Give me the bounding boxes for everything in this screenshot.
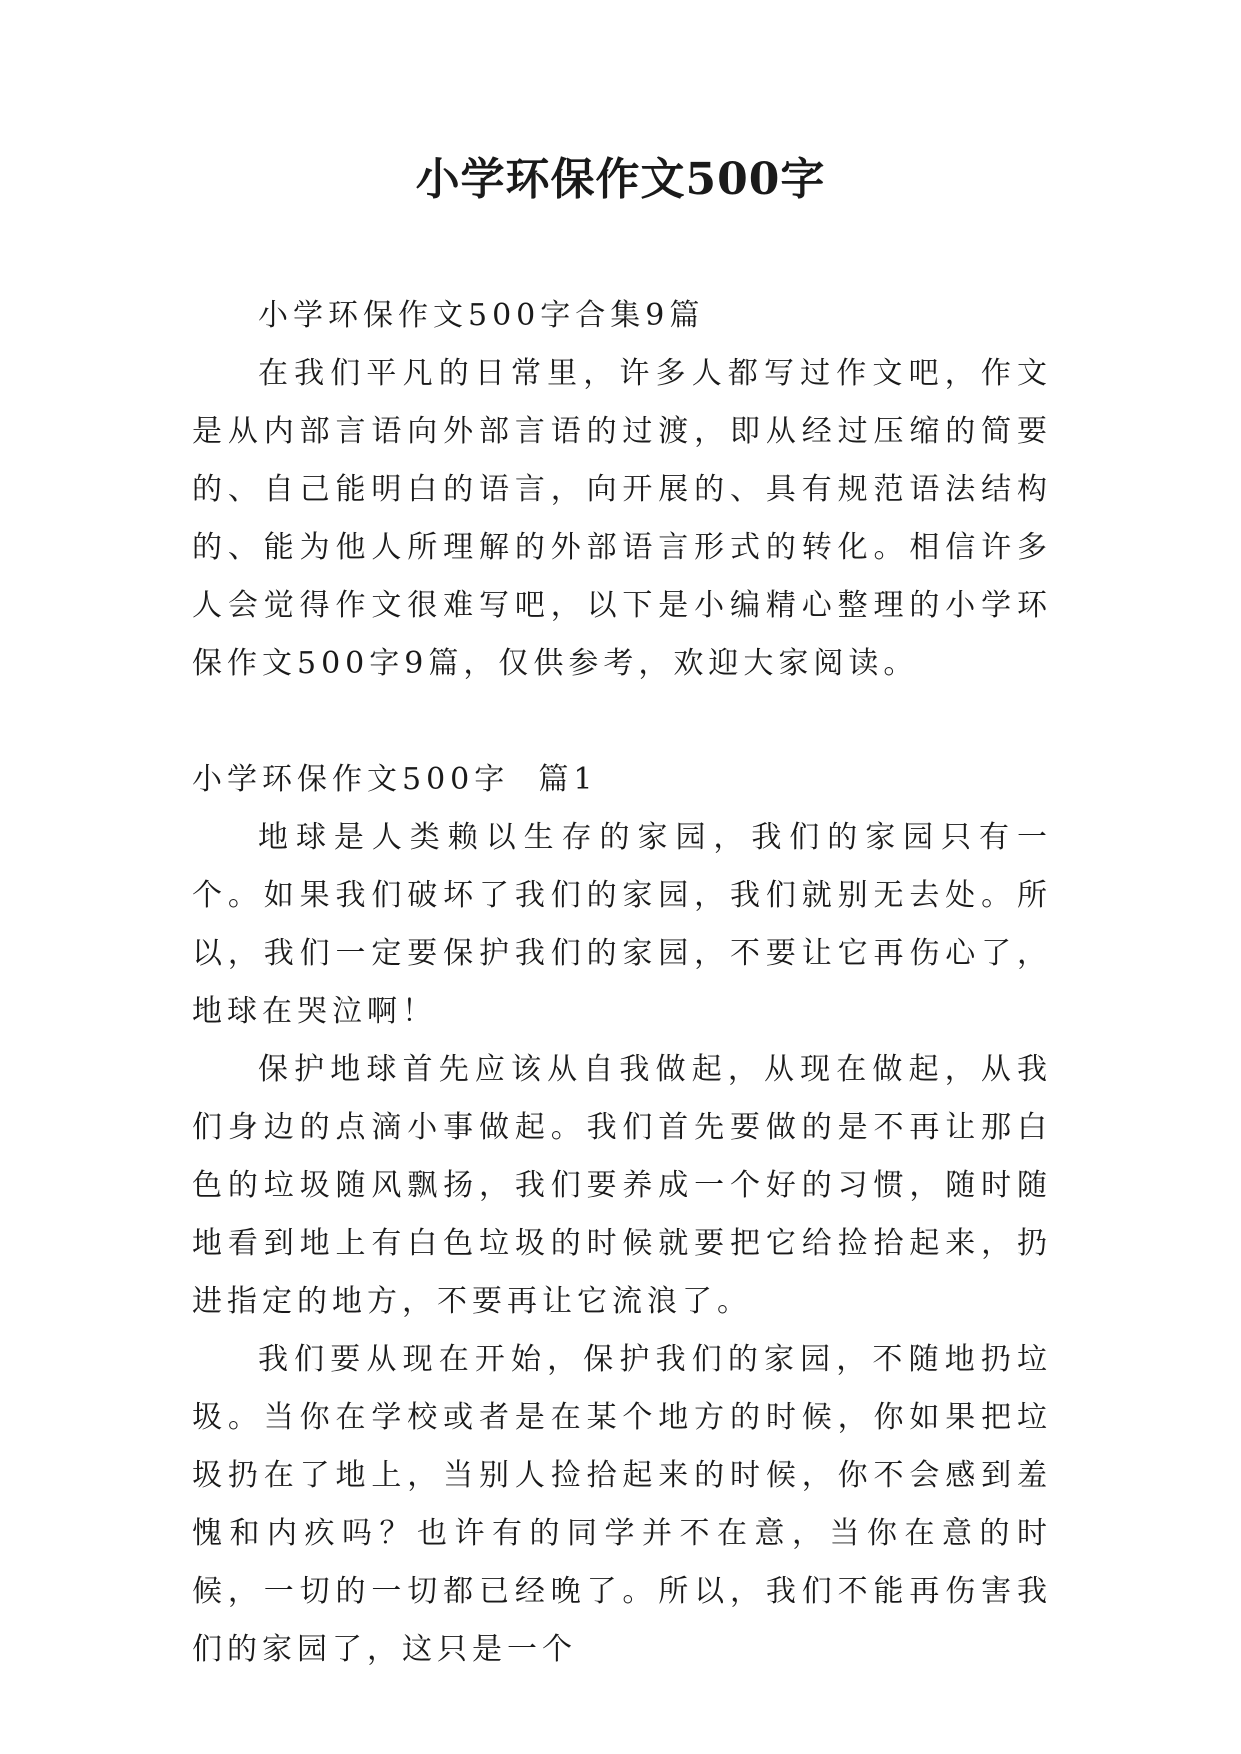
body-paragraph-1: 地球是人类赖以生存的家园，我们的家园只有一个。如果我们破坏了我们的家园，我们就别无去处。所以，我们一定要保护我们的家园，不要让它再伤心了，地球在哭泣啊！ xyxy=(192,820,1052,1029)
section-spacer xyxy=(192,693,1052,751)
collection-subtitle: 小学环保作文500字合集9篇 xyxy=(258,298,705,333)
body-paragraph-2: 保护地球首先应该从自我做起，从现在做起，从我们身边的点滴小事做起。我们首先要做的是不再让那白色的垃圾随风飘扬，我们要养成一个好的习惯，随时随地看到地上有白色垃圾的时候就要把它给捡拾起来，扔进指定的地方，不要再让它流浪了。 xyxy=(192,1052,1052,1319)
section-heading: 小学环保作文500字 篇1 xyxy=(192,762,598,797)
body-paragraph-3: 我们要从现在开始，保护我们的家园，不随地扔垃圾。当你在学校或者是在某个地方的时候，你如果把垃圾扔在了地上，当别人捡拾起来的时候，你不会感到羞愧和内疚吗？也许有的同学并不在意，当你在意的时候，一切的一切都已经晚了。所以，我们不能再伤害我们的家园了，这只是一个 xyxy=(192,1342,1052,1667)
document-title: 小学环保作文500字 xyxy=(415,154,826,205)
document-body xyxy=(192,287,1052,1679)
intro-paragraph: 在我们平凡的日常里，许多人都写过作文吧，作文是从内部言语向外部言语的过渡，即从经过压缩的简要的、自己能明白的语言，向开展的、具有规范语法结构的、能为他人所理解的外部语言形式的转化。相信许多人会觉得作文很难写吧，以下是小编精心整理的小学环保作文500字9篇，仅供参考，欢迎大家阅读。 xyxy=(192,356,1052,681)
